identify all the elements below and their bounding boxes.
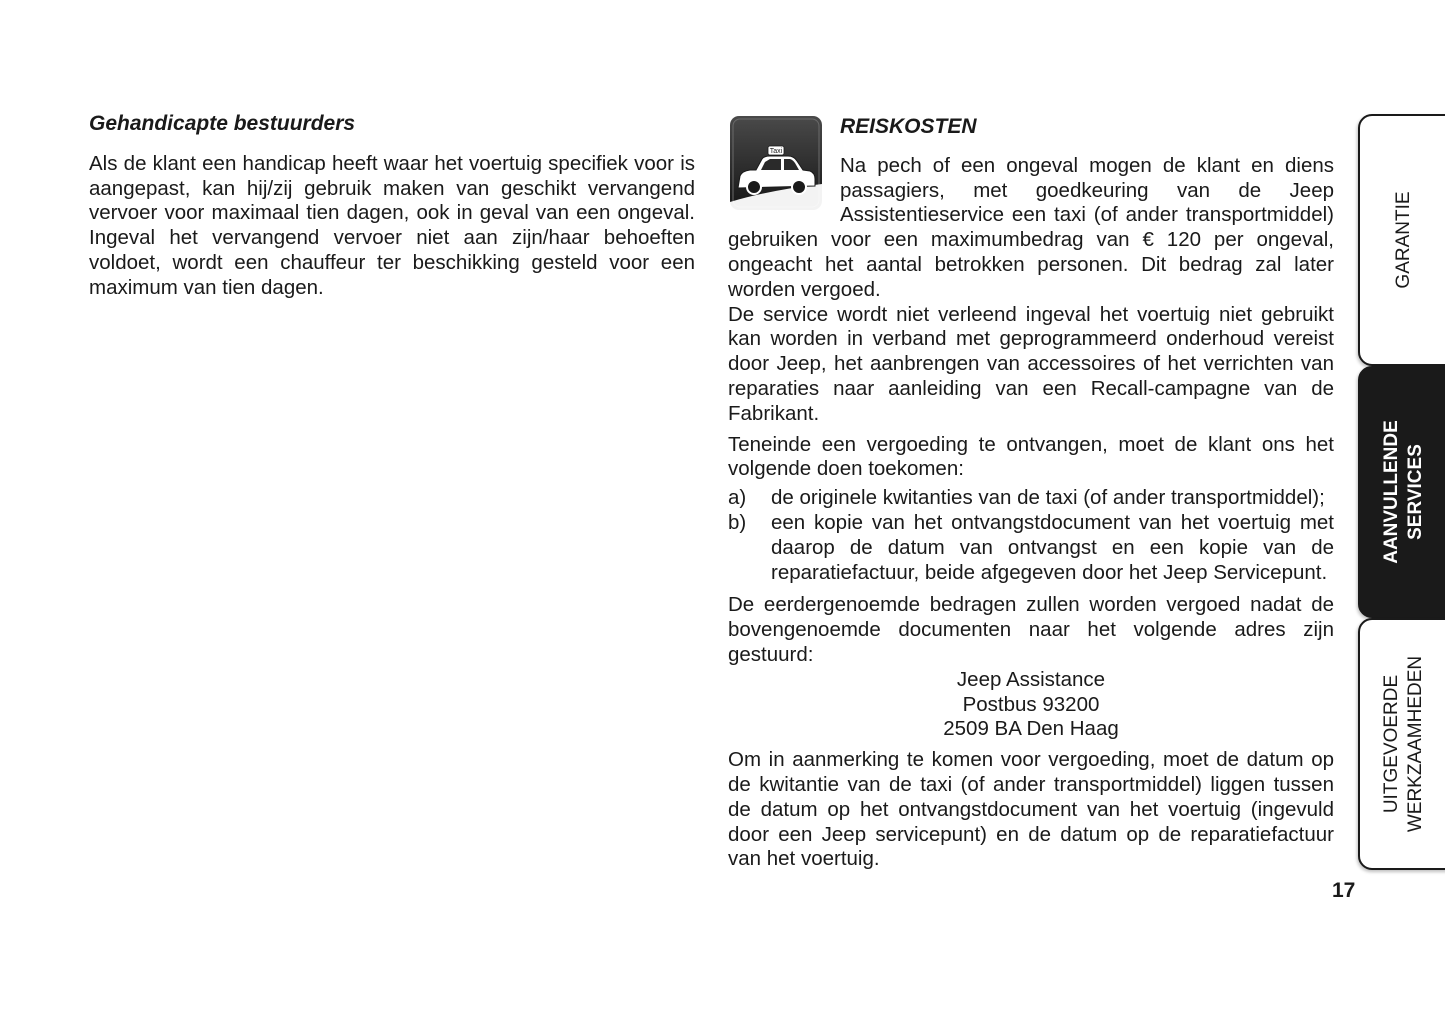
travel-costs-paragraph-4: De eerdergenoemde bedragen zullen worden vergoed nadat de bovengenoemde documenten naar het volgende adres zijn gestuurd: [728,593,1334,666]
travel-costs-paragraph-1: Na pech of een ongeval mogen de klant en diens passagiers, met goedkeuring van de Jeep Assistentieservice een taxi (of ander transportmiddel) gebruiken voor een maximumbedrag van € 120 per ongeval, ongeacht het aantal betrokken personen. Dit bedrag zal later worden vergoed. [728,153,1334,301]
address-line: Jeep Assistance [956,667,1106,691]
address-line: Postbus 93200 [962,692,1100,716]
tab-label-line: UITGEVOERDE [1381,674,1402,814]
travel-costs-paragraph-5: Om in aanmerking te komen voor vergoeding, moet de datum op de kwitantie van de taxi (of ander transportmiddel) liggen tussen de datum op het ontvangstdocument van het voertuig (ingevuld door een Jeep servicepunt) en de datum op de reparatiefactuur van het voertuig. [728,748,1334,871]
right-column [728,114,1334,872]
travel-costs-paragraph-3: Teneinde een vergoeding te ontvangen, moet de klant ons het volgende doen toekomen: [728,432,1334,481]
mailing-address [728,668,1334,742]
taxi-icon-label: Taxi [769,148,783,155]
list-marker: a) [728,486,747,510]
list-marker: b) [728,510,747,534]
tab-label [1380,420,1428,564]
taxi-icon [730,116,822,210]
list-item [728,511,1334,585]
section-heading-travel-costs: REISKOSTEN [840,115,977,138]
tab-label-line: AANVULLENDE [1381,420,1402,564]
list-item-text: de originele kwitanties van de taxi (of ander transportmiddel); [771,486,1325,510]
tab-label [1380,656,1428,832]
list-item-text: een kopie van het ontvangstdocument van het voertuig met daarop de datum van ontvangst en een kopie van de reparatiefactuur, beide afgegeven door het Jeep Servicepunt. [771,510,1334,584]
tab-uitgevoerde-werkzaamheden[interactable] [1358,618,1445,870]
disabled-drivers-paragraph: Als de klant een handicap heeft waar het voertuig specifiek voor is aangepast, kan hij/zij gebruik maken van geschikt vervangend vervoer voor maximaal tien dagen, ook in geval van een ongeval. Ingeval het vervangend vervoer niet aan zijn/haar behoeften voldoet, wordt een chauffeur ter beschikking gesteld voor een maximum van tien dagen. [89,151,695,299]
left-column [89,112,695,301]
tab-label [1392,191,1416,288]
tab-label-line: GARANTIE [1393,191,1414,289]
page-number: 17 [1332,879,1356,902]
document-list [728,486,1334,585]
address-line: 2509 BA Den Haag [943,717,1119,741]
list-item [728,486,1334,511]
tab-aanvullende-services[interactable] [1358,366,1445,618]
section-heading-disabled-drivers: Gehandicapte bestuurders [89,112,356,135]
tab-garantie[interactable] [1358,114,1445,366]
tab-label-line: WERKZAAMHEDEN [1405,655,1426,833]
travel-costs-paragraph-2: De service wordt niet verleend ingeval het voertuig niet gebruikt kan worden in verband met geprogrammeerd onderhoud vereist door Jeep, het aanbrengen van accessoires of het verrichten van reparaties naar aanleiding van een Recall-campagne van de Fabrikant. [728,302,1334,425]
tab-label-line: SERVICES [1405,444,1426,540]
